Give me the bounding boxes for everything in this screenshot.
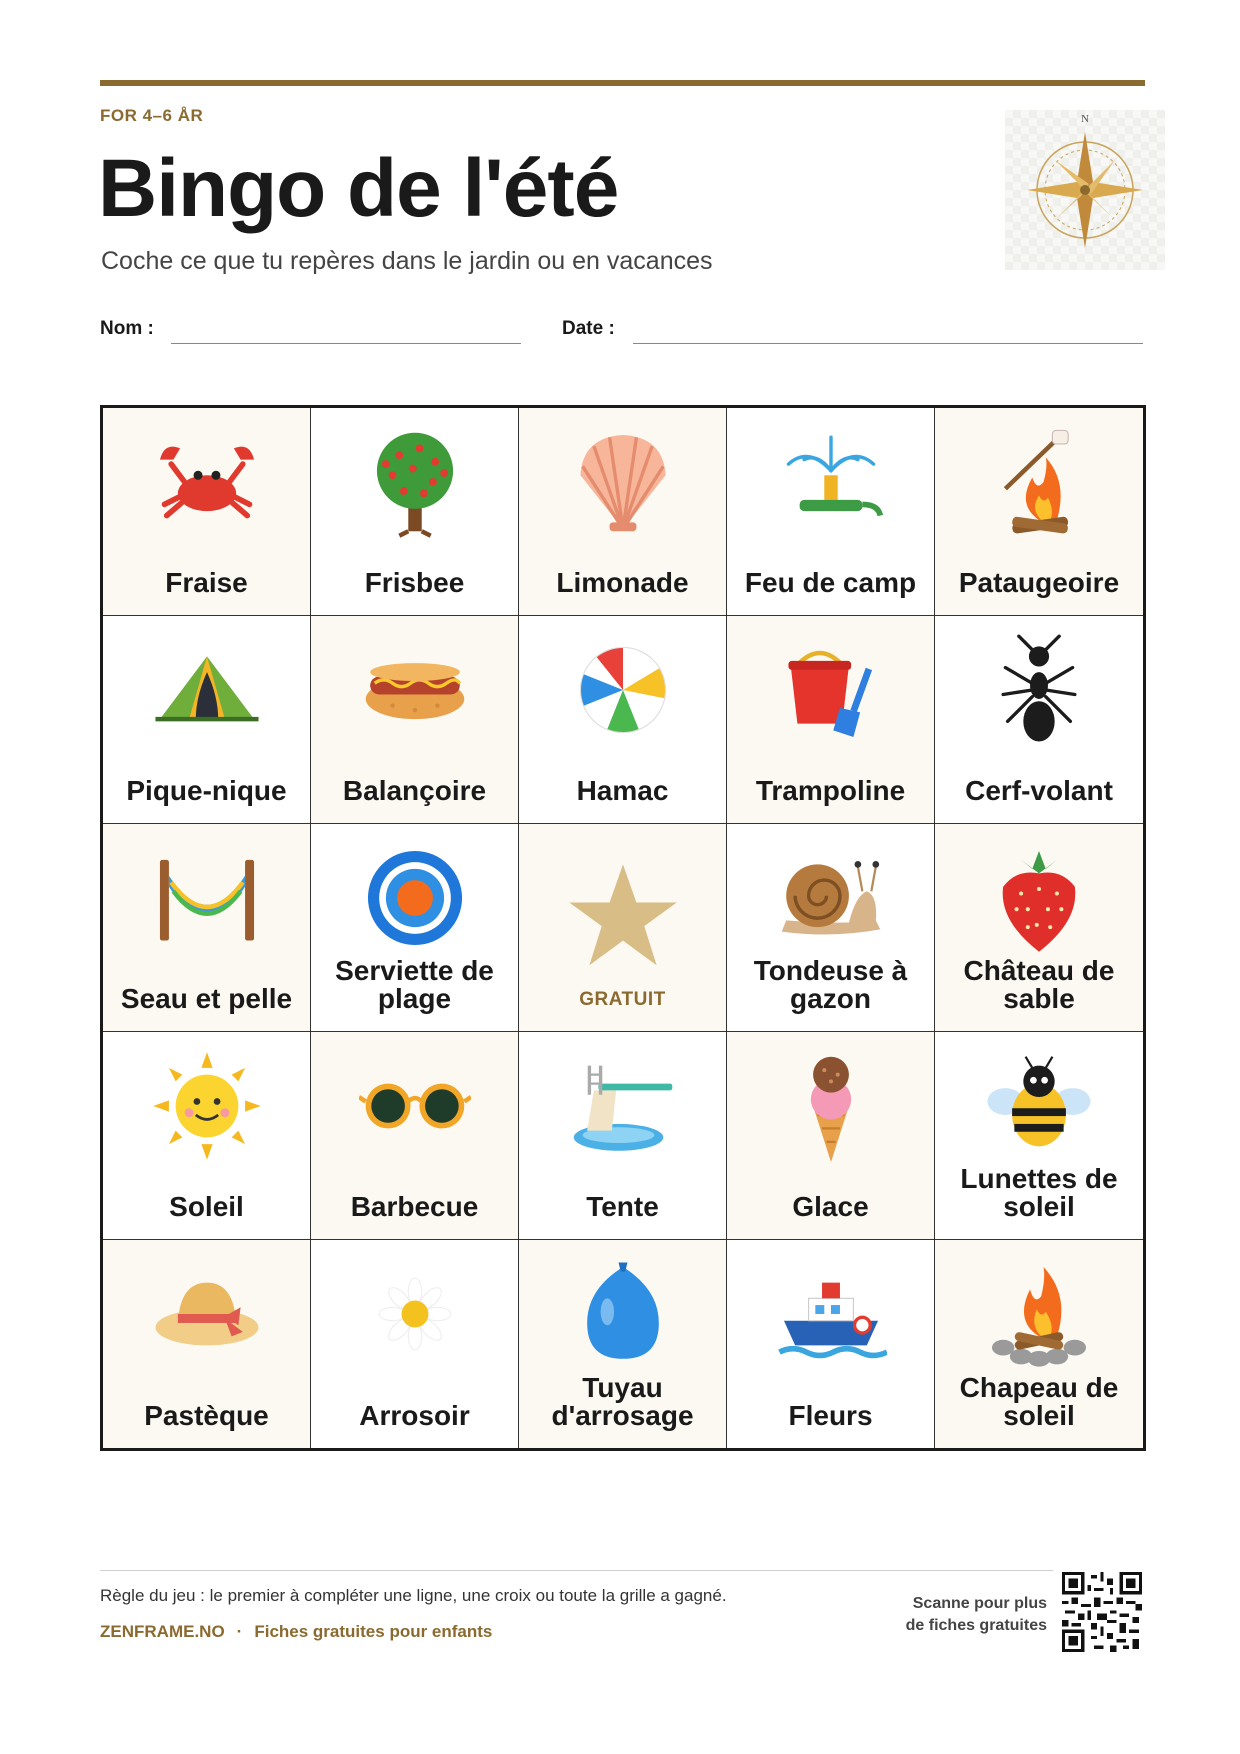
bingo-cell[interactable] [519,408,727,616]
name-label: Nom : [100,318,154,339]
bingo-cell[interactable] [311,824,519,1032]
date-field[interactable] [633,343,1143,344]
bingo-cell[interactable] [103,408,311,616]
bingo-cell[interactable] [727,824,935,1032]
tent-icon [151,634,263,746]
hammock-icon [151,842,263,954]
scan-caption [880,1593,1047,1636]
bingo-cell[interactable] [519,1240,727,1448]
name-field[interactable] [171,343,521,344]
cell-label: Feu de camp [744,567,917,598]
bingo-cell[interactable] [519,1032,727,1240]
cell-label: Hamac [576,775,669,806]
free-space-label: GRATUIT [579,989,666,1010]
bingo-cell[interactable] [727,408,935,616]
water-balloon-icon [567,1258,679,1370]
snail-icon [775,842,887,954]
bingo-cell[interactable] [935,616,1143,824]
seashell-icon [567,426,679,538]
footer-brand [100,1622,492,1642]
brand-tagline: Fiches gratuites pour enfants [254,1622,493,1641]
scan-line-1: Scanne pour plus [912,1595,1047,1612]
cell-label: Trampoline [755,775,906,806]
scan-line-2: de fiches gratuites [905,1616,1047,1634]
cell-label: Pique-nique [126,775,287,806]
cell-label: Château de sable [963,955,1115,1014]
cell-label: Seau et pelle [120,983,293,1014]
beach-ball-icon [567,634,679,746]
crab-icon [151,426,263,538]
cell-label: Pataugeoire [958,567,1120,598]
brand-separator: · [236,1622,243,1641]
bucket-spade-icon [775,634,887,746]
cell-label: Tondeuse à gazon [753,955,908,1014]
bee-icon [983,1050,1095,1162]
game-rule: Règle du jeu : le premier à compléter une ligne, une croix ou toute la grille a gagné. [100,1586,727,1605]
top-rule [100,80,1145,86]
ice-cream-icon [775,1050,887,1162]
boat-icon [775,1258,887,1370]
bingo-cell-free[interactable] [519,824,727,1032]
cell-label: Limonade [556,567,689,598]
daisy-icon [359,1258,471,1370]
cell-label: Pastèque [144,1400,269,1431]
bingo-cell[interactable] [103,1240,311,1448]
frisbee-icon [359,842,471,954]
svg-text:N: N [1081,113,1089,125]
bingo-cell[interactable] [103,1032,311,1240]
cell-label: Arrosoir [359,1400,470,1431]
cell-label: Serviette de plage [335,955,494,1014]
footer-divider [100,1570,1053,1571]
cell-label: Frisbee [364,567,465,598]
bingo-grid [100,405,1146,1451]
cell-label: Lunettes de soleil [960,1163,1118,1222]
age-label: FOR 4–6 ÅR [100,106,204,125]
cell-label: Tuyau d'arrosage [551,1372,694,1431]
cell-label: Glace [792,1191,869,1222]
hotdog-icon [359,634,471,746]
cell-label: Tente [586,1191,659,1222]
bingo-cell[interactable] [311,1240,519,1448]
sprinkler-icon [775,426,887,538]
campfire-icon [983,1258,1095,1370]
bingo-cell[interactable] [935,824,1143,1032]
marshmallow-campfire-icon [983,426,1095,538]
bingo-cell[interactable] [727,1032,935,1240]
bingo-cell[interactable] [727,1240,935,1448]
diving-board-pool-icon [567,1050,679,1162]
bingo-cell[interactable] [519,616,727,824]
bingo-cell[interactable] [311,408,519,616]
strawberry-icon [983,842,1095,954]
cell-label: Barbecue [350,1191,479,1222]
apple-tree-icon [359,426,471,538]
cell-label: Cerf-volant [965,775,1113,806]
bingo-cell[interactable] [311,616,519,824]
brand-name[interactable]: ZENFRAME.NO [100,1622,225,1641]
cell-label: Soleil [169,1191,244,1222]
bingo-cell[interactable] [935,1032,1143,1240]
bingo-cell[interactable] [727,616,935,824]
page-title: Bingo de l'été [98,143,619,234]
date-label: Date : [562,318,615,339]
cell-label: Fraise [165,567,248,598]
compass-rose-icon [1005,110,1165,270]
sun-hat-icon [151,1258,263,1370]
bingo-cell[interactable] [103,824,311,1032]
cell-label: Chapeau de soleil [959,1372,1119,1431]
qr-code-icon[interactable] [1062,1572,1142,1652]
cell-label: Balançoire [342,775,487,806]
page-subtitle: Coche ce que tu repères dans le jardin ou en vacances [101,247,713,275]
sun-icon [151,1050,263,1162]
sunglasses-icon [359,1050,471,1162]
bingo-cell[interactable] [935,408,1143,616]
star-icon [567,860,679,972]
bingo-cell[interactable] [311,1032,519,1240]
cell-label: Fleurs [788,1400,873,1431]
bingo-cell[interactable] [935,1240,1143,1448]
bingo-cell[interactable] [103,616,311,824]
ant-icon [983,634,1095,746]
